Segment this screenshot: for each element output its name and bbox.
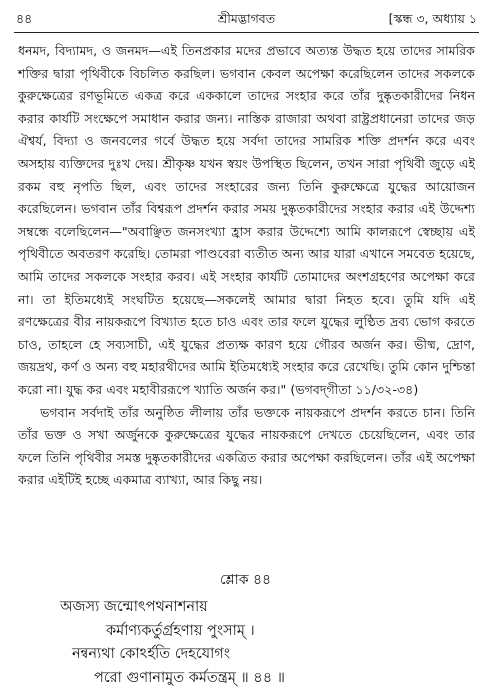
page-number: ৪৪ <box>16 11 33 26</box>
chapter-reference: [স্কন্ধ ৩, অধ্যায় ১ <box>388 11 477 26</box>
verse-line-4: পরো গুণানামুত কর্মতন্ত্রম্ ॥ ৪৪ ॥ <box>94 669 285 686</box>
purport-paragraph-1: ধনমদ, বিদ্যামদ, ও জনমদ—এই তিনপ্রকার মদের প্রভাবে অত্যন্ত উদ্ধত হয়ে তাদের সামরিক শক্তির দ্বারা পৃথিবীকে বিচলিত করছিল। ভগবান কেবল অপেক্ষা করেছিলেন তাদের সকলকে কুরুক্ষেত্রের রণভূমিতে একত্র করে এককালে তাদের সংহার করে তাঁর দুষ্কৃতকারীদের নিধন করার কার্যটি সংক্ষেপে সমাধান করার জন্য। নাস্তিক রাজারা অথবা রাষ্ট্রপ্রধানেরা তাদের জড় ঐশ্বর্য, বিদ্যা ও জনবলের গর্বে উদ্ধত হয়ে সর্বদা তাদের সামরিক শক্তি প্রদর্শন করে এবং অসহায় ব্যক্তিদের দুঃখ দেয়। শ্রীকৃষ্ণ যখন স্বয়ং উপস্থিত ছিলেন, তখন সারা পৃথিবী জুড়ে এই রকম বহু নৃপতি ছিল, এবং তাদের সংহারের জন্য তিনি কুরুক্ষেত্রে যুদ্ধের আয়োজন করেছিলেন। ভগবান তাঁর বিশ্বরূপ প্রদর্শন করার সময় দুষ্কৃতকারীদের সংহার করার এই উদ্দেশ্য সম্বন্ধে বলেছিলেন—"অবাঞ্ছিত জনসংখ্যা হ্রাস করার উদ্দেশ্যে আমি কালরূপে স্বেচ্ছায় এই পৃথিবীতে অবতরণ করেছি। তোমরা পাণ্ডবেরা ব্যতীত অন্য আর যারা এখানে সমবেত হয়েছে, আমি তাদের সকলকে সংহার করব। এই সংহার কার্যটি তোমাদের অংশগ্রহণের অপেক্ষা করে না। তা ইতিমধ্যেই সংঘটিত হয়েছে—সকলেই আমার দ্বারা নিহত হবে। তুমি যদি এই রণক্ষেত্রের বীর নায়করূপে বিখ্যাত হতে চাও এবং তার ফলে যুদ্ধের লুণ্ঠিত দ্রব্য ভোগ করতে চাও, তাহলে হে সব্যসাচী, এই যুদ্ধের প্রত্যক্ষ কারণ হয়ে গৌরব অর্জন কর। ভীষ্ম, দ্রোণ, জয়দ্রথ, কর্ণ ও অন্য বহু মহারথীদের আমি ইতিমধ্যেই সংহার করে রেখেছি। তুমি কোন দুশ্চিন্তা করো না। যুদ্ধ কর এবং মহাবীররূপে খ্যাতি অর্জন কর।" (ভগবদ্‌গীতা ১১/৩২-৩৪) <box>18 43 475 397</box>
verse-line-1: অজস্য জন্মোৎপথনাশনায় <box>60 599 208 615</box>
verse-heading: শ্লোক ৪৪ <box>219 572 272 588</box>
purport-text <box>18 40 475 492</box>
header-rule <box>14 32 479 33</box>
verse-line-3: নন্বন্যথা কোঽর্হতি দেহযোগং <box>72 646 231 662</box>
verse-line-2: কর্মাণ্যকর্তুর্গ্রহণায় পুংসাম্ । <box>106 622 255 639</box>
book-title: শ্রীমদ্ভাগবত <box>217 11 276 26</box>
running-header <box>16 8 477 30</box>
sanskrit-verse <box>60 596 467 690</box>
purport-paragraph-2: ভগবান সর্বদাই তাঁর অনুষ্ঠিত লীলায় তাঁর ভক্তকে নায়করূপে প্রদর্শন করতে চান। তিনি তাঁর ভক্ত ও সখা অর্জুনকে কুরুক্ষেত্রের যুদ্ধের নায়করূপে দেখতে চেয়েছিলেন, এবং তার ফলে তিনি পৃথিবীর সমস্ত দুষ্কৃতকারীদের একত্রিত করার অপেক্ষা করছিলেন। তাঁর এই অপেক্ষা করার এইটিই হচ্ছে একমাত্র ব্যাখ্যা, আর কিছু নয়। <box>18 404 475 488</box>
